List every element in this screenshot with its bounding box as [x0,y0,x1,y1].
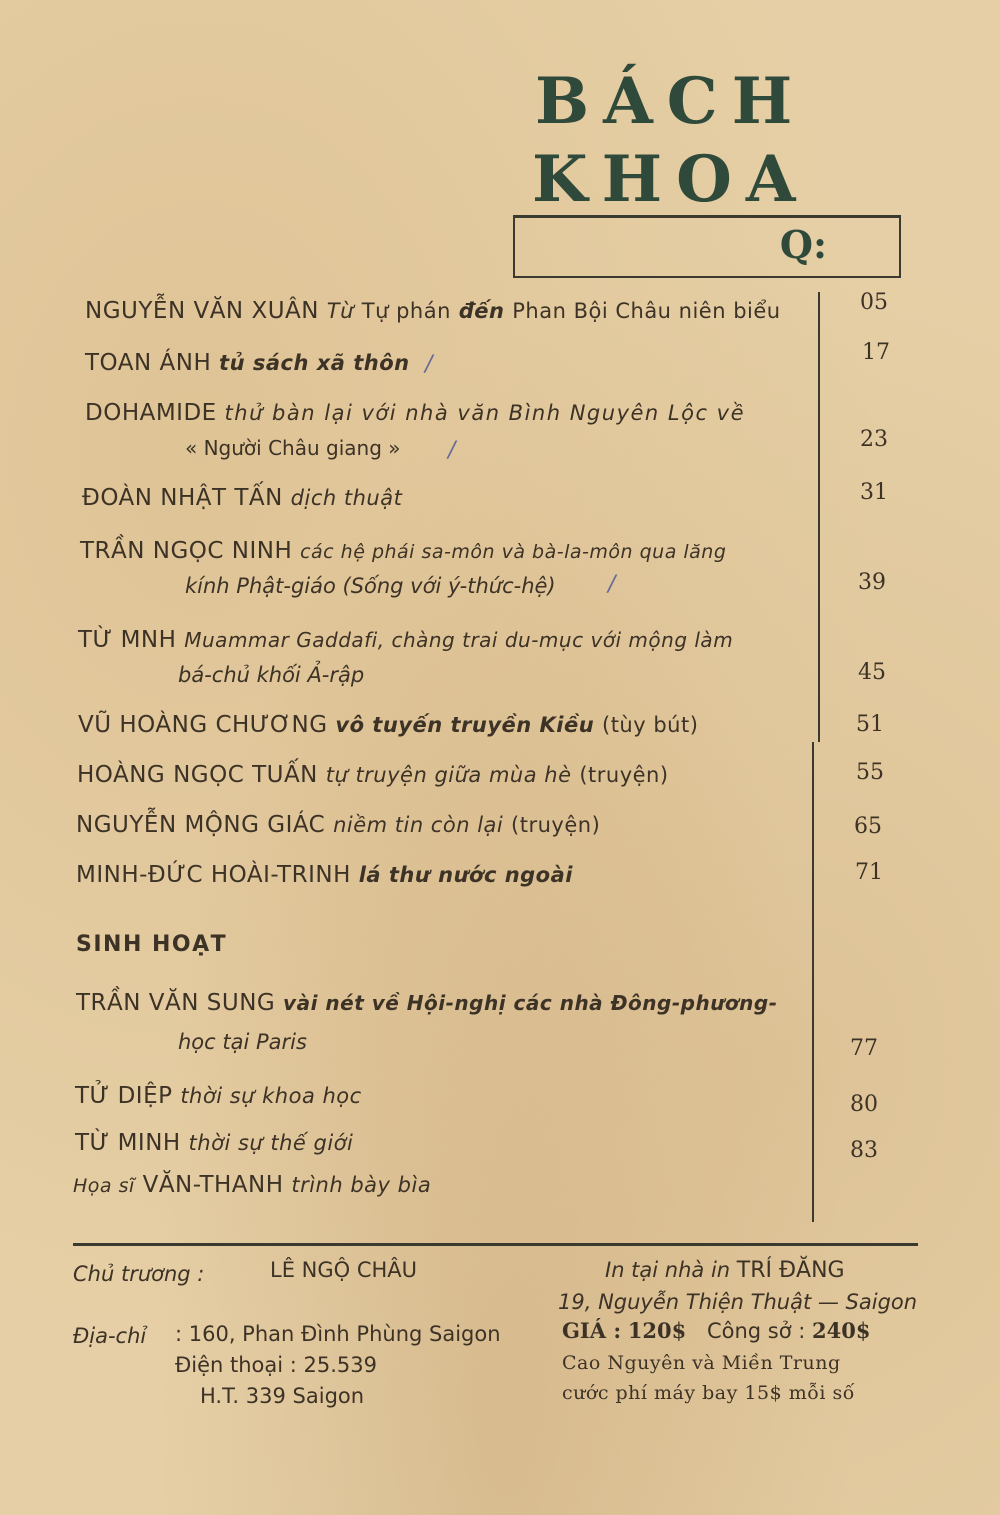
toc-page-number: 77 [850,1036,878,1061]
toc-page-number: 45 [858,660,886,685]
phone-number: Điện thoại : 25.539 [175,1353,378,1377]
toc-page-number: 31 [860,480,888,505]
toc-author: NGUYỄN VĂN XUÂN [85,298,319,324]
toc-author: TỬ DIỆP [75,1083,173,1109]
address-value: : 160, Phan Đình Phùng Saigon [175,1322,501,1346]
toc-page-number: 39 [858,570,886,595]
toc-title: lá thư nước ngoài [358,863,573,887]
office-price-value: 240$ [812,1318,871,1343]
check-mark-icon: / [425,352,433,377]
toc-author: DOHAMIDE [85,400,217,426]
toc-page-number: 17 [862,340,890,365]
po-box: H.T. 339 Saigon [200,1384,365,1408]
toc-title-line1: thử bàn lại với nhà văn Bình Nguyên Lộc về [224,401,746,425]
toc-author: TRẦN VĂN SUNG [76,990,276,1016]
toc-title-line2: học tại Paris [178,1030,307,1054]
airmail-note: cước phí máy bay 15$ mỗi số [562,1382,855,1404]
toc-page-number: 83 [850,1138,878,1163]
footer-divider [73,1243,918,1246]
price-label: GIÁ : [562,1318,622,1343]
printer-address: 19, Nguyễn Thiện Thuật — Saigon [558,1290,918,1314]
check-mark-icon: / [608,572,616,597]
toc-title-part: Từ [326,299,354,323]
masthead-title-line1: BÁCH [535,64,807,139]
toc-title-line1: Muammar Gaddafi, chàng trai du-mục với mộng làm [184,628,734,652]
printer-name: TRÍ ĐĂNG [736,1258,845,1283]
page-column-divider-lower [812,742,814,1222]
toc-page-number: 71 [855,860,883,885]
toc-title-part: đến [458,299,505,323]
toc-author: TỪ MINH [75,1130,181,1156]
toc-title-line1: các hệ phái sa-môn và bà-la-môn qua lăng [300,541,727,563]
masthead-title-line2: KHOA [532,142,810,217]
toc-title: tự truyện giữa mùa hè [325,763,572,787]
toc-title: niềm tin còn lại [333,813,504,837]
printer-label: In tại nhà in [605,1258,731,1282]
toc-page-number: 05 [860,290,888,315]
toc-title: vô tuyến truyền Kiều [335,713,595,737]
toc-title: thời sự khoa học [180,1084,362,1108]
toc-author: MINH-ĐỨC HOÀI-TRINH [76,862,351,888]
toc-title-line2: « Người Châu giang » [185,436,401,460]
toc-genre: (tùy bút) [602,713,699,737]
editor-label: Chủ trương : [73,1262,205,1286]
toc-page-number: 65 [854,814,882,839]
credit-name: VĂN-THANH [142,1172,284,1198]
toc-author: TỪ MNH [78,627,177,653]
regions-note: Cao Nguyên và Miền Trung [562,1352,841,1374]
editor-name: LÊ NGỘ CHÂU [270,1258,418,1282]
toc-title-part: Tự phán [361,299,451,323]
issue-number-box [513,215,901,278]
check-mark-icon: / [448,438,456,463]
credit-role: Họa sĩ [73,1175,135,1197]
issue-number-label: Q: [779,222,827,267]
office-price-label: Công sở : [706,1319,806,1343]
toc-page-number: 23 [860,427,888,452]
toc-author: TOAN ÁNH [85,350,212,376]
price-value: 120$ [627,1318,687,1343]
toc-genre: (truyện) [579,763,669,787]
toc-title-line2: kính Phật-giáo (Sống với ý-thức-hệ) [185,574,556,598]
toc-title: tủ sách xã thôn [219,351,410,375]
credit-title: trình bày bìa [291,1173,432,1197]
toc-title-part: Phan Bội Châu niên biểu [512,299,781,323]
toc-author: TRẦN NGỌC NINH [80,538,293,564]
toc-title-line1: vài nét về Hội-nghị các nhà Đông-phương- [283,991,778,1015]
toc-genre: (truyện) [511,813,601,837]
page-column-divider [818,292,820,742]
toc-author: ĐOÀN NHẬT TẤN [82,485,283,511]
toc-page-number: 51 [856,712,884,737]
address-label: Địa-chỉ [73,1324,147,1348]
toc-title: thời sự thế giới [188,1131,354,1155]
toc-author: VŨ HOÀNG CHƯƠNG [78,712,328,738]
toc-page-number: 80 [850,1092,878,1117]
toc-author: HOÀNG NGỌC TUẤN [77,762,318,788]
toc-page-number: 55 [856,760,884,785]
section-heading: SINH HOẠT [76,932,228,957]
toc-title-line2: bá-chủ khối Ả-rập [178,663,365,687]
toc-title: dịch thuật [290,486,403,510]
toc-author: NGUYỄN MỘNG GIÁC [76,812,326,838]
